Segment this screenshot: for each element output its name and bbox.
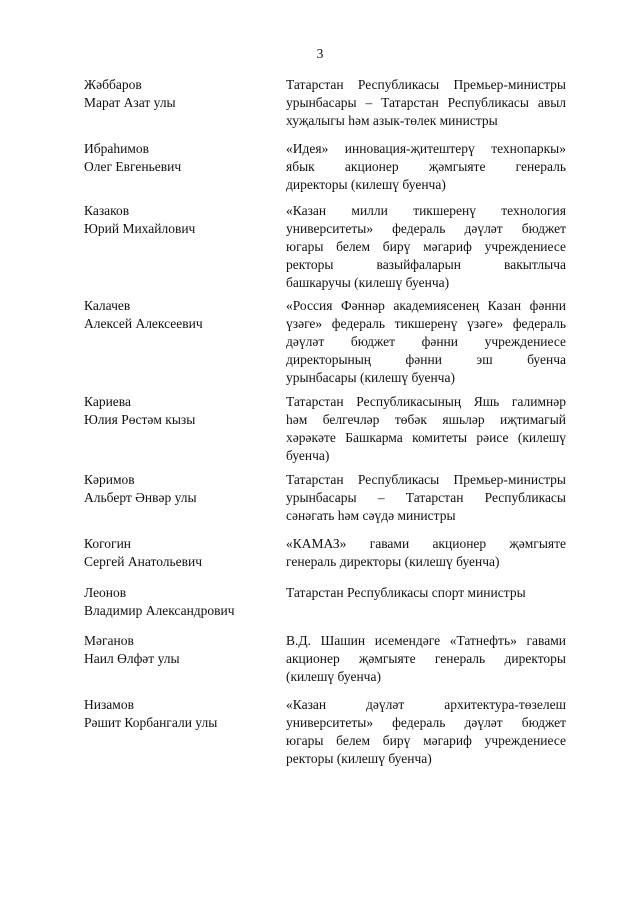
member-given-name: Юрий Михайлович: [84, 221, 196, 236]
position-line: башкаручы (килешү буенча): [286, 275, 450, 290]
member-position: [286, 140, 566, 194]
member-position: [286, 471, 566, 525]
member-name: [84, 471, 274, 507]
position-line: «Казан милли тикшеренү технология: [286, 203, 566, 218]
position-line: хуҗалыгы һәм азык-төлек министры: [286, 113, 498, 128]
member-surname: Ибраһимов: [84, 141, 150, 156]
member-name: [84, 202, 274, 238]
member-given-name: Сергей Анатольевич: [84, 554, 203, 569]
position-line: югары белем бирү мәгариф учреждениесе: [286, 733, 566, 748]
position-line: акционер җәмгыяте генераль директоры: [286, 651, 566, 666]
member-position: [286, 535, 566, 571]
member-surname: Мәганов: [84, 633, 134, 648]
member-surname: Когогин: [84, 536, 132, 551]
member-position: [286, 393, 566, 465]
position-line: урынбасары – Татарстан Республикасы авыл: [286, 95, 566, 110]
position-line: генераль директоры (килешү буенча): [286, 554, 500, 569]
member-surname: Кариева: [84, 394, 131, 409]
position-line: югары белем бирү мәгариф учреждениесе: [286, 239, 566, 254]
position-line: дәүләт бюджет фәнни учреждениесе: [286, 334, 566, 349]
member-given-name: Марат Азат улы: [84, 95, 176, 110]
position-line: һәм белгечләр төбәк яшьләр иҗтимагый: [286, 412, 566, 427]
position-line: (килешү буенча): [286, 669, 381, 684]
member-surname: Казаков: [84, 203, 130, 218]
position-line: буенча): [286, 448, 330, 463]
position-line: ректоры вазыйфаларын вакытлыча: [286, 257, 566, 272]
position-line: ябык акционер җәмгыяте генераль: [286, 159, 566, 174]
position-line: директорының фәнни эш буенча: [286, 352, 566, 367]
member-position: [286, 696, 566, 768]
member-given-name: Владимир Александрович: [84, 603, 235, 618]
member-given-name: Алексей Алексеевич: [84, 316, 203, 331]
member-surname: Низамов: [84, 697, 134, 712]
member-surname: Леонов: [84, 585, 127, 600]
position-line: «Казан дәүләт архитектура-төзелеш: [286, 697, 566, 712]
member-given-name: Наил Өлфәт улы: [84, 651, 180, 666]
position-line: директоры (килешү буенча): [286, 177, 446, 192]
member-name: [84, 140, 274, 176]
position-line: «Идея» инновация-җитештерү технопаркы»: [286, 141, 566, 156]
position-line: урынбасары (килешү буенча): [286, 370, 455, 385]
member-position: [286, 632, 566, 686]
position-line: сәнәгать һәм сәүдә министры: [286, 508, 456, 523]
position-line: «КАМАЗ» гавами акционер җәмгыяте: [286, 536, 566, 551]
member-surname: Калачев: [84, 298, 131, 313]
position-line: хәрәкәте Башкарма комитеты рәисе (килешү: [286, 430, 566, 445]
member-position: [286, 202, 566, 292]
position-line: университеты» федераль дәүләт бюджет: [286, 221, 566, 236]
position-line: урынбасары – Татарстан Республикасы: [286, 490, 566, 505]
member-position: [286, 76, 566, 130]
position-line: В.Д. Шашин исемендәге «Татнефть» гавами: [286, 633, 566, 648]
position-line: «Россия Фәннәр академиясенең Казан фәнни: [286, 298, 566, 313]
member-surname: Жәббаров: [84, 77, 142, 92]
member-name: [84, 696, 274, 732]
position-line: университеты» федераль дәүләт бюджет: [286, 715, 566, 730]
position-line: Татарстан Республикасының Яшь галимнәр: [286, 394, 566, 409]
member-given-name: Юлия Рөстәм кызы: [84, 412, 196, 427]
member-given-name: Олег Евгеньевич: [84, 159, 182, 174]
page-number: 3: [316, 46, 324, 61]
member-position: [286, 297, 566, 387]
member-name: [84, 584, 274, 620]
member-given-name: Рәшит Корбангали улы: [84, 715, 218, 730]
member-given-name: Альберт Әнвәр улы: [84, 490, 197, 505]
position-line: Татарстан Республикасы Премьер-министры: [286, 472, 566, 487]
member-position: [286, 584, 566, 602]
member-name: [84, 632, 274, 668]
position-line: Татарстан Республикасы спорт министры: [286, 585, 526, 600]
member-name: [84, 76, 274, 112]
position-line: Татарстан Республикасы Премьер-министры: [286, 77, 566, 92]
member-name: [84, 393, 274, 429]
position-line: үзәге» федераль тикшеренү үзәге» федераль: [286, 316, 566, 331]
member-name: [84, 297, 274, 333]
member-name: [84, 535, 274, 571]
member-surname: Кәримов: [84, 472, 135, 487]
position-line: ректоры (килешү буенча): [286, 751, 432, 766]
